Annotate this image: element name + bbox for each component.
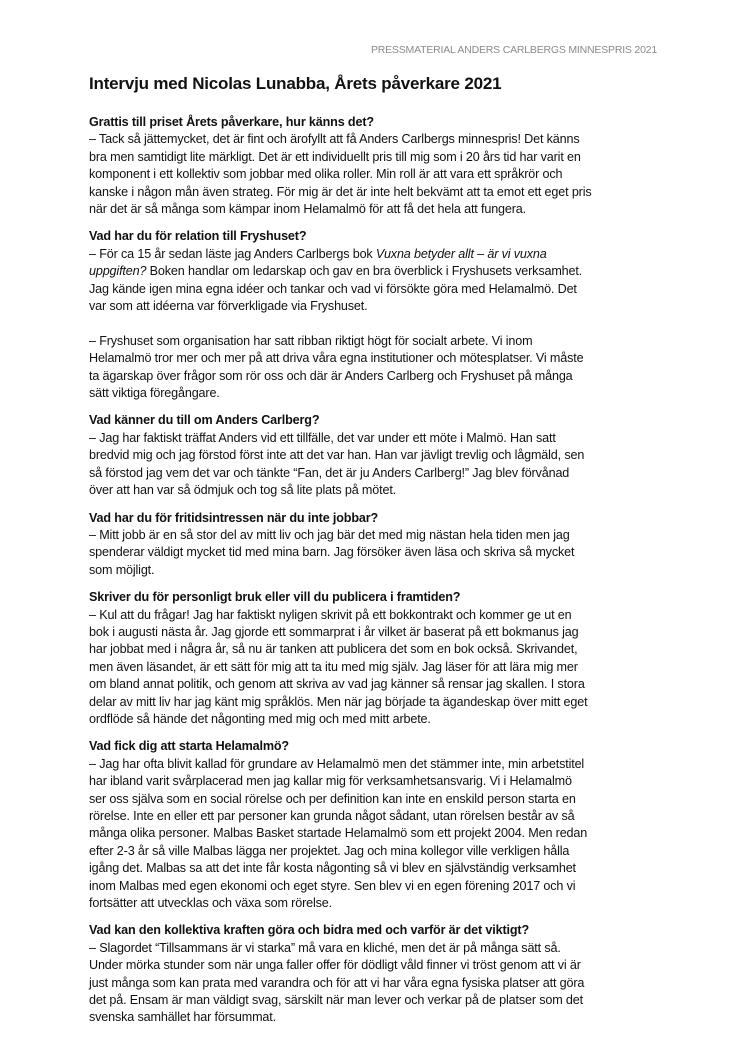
answer-paragraph [89,527,669,579]
question-heading: Vad känner du till om Anders Carlberg? [89,413,320,428]
book-title-italic: uppgiften? [89,264,147,279]
answer-line [89,957,669,974]
answer-text: när det är så många som kämpar inom Helamalmö för att få det hela att fungera. [89,202,527,217]
answer-text: som möjligt. [89,562,155,577]
interview-section [89,412,669,499]
interview-body [89,114,669,1037]
answer-line [89,246,669,263]
answer-text: igång det. Malbas sa att det inte får kosta någonting så vi blev en självständig verksamhet [89,861,576,876]
answer-line [89,843,669,860]
answer-line [89,624,669,641]
answer-text: – Jag har faktiskt träffat Anders vid ett tillfälle, det var under ett möte i Malmö. Han satt [89,430,556,445]
answer-line [89,808,669,825]
answer-line [89,562,669,579]
answer-text: – Mitt jobb är en så stor del av mitt liv och jag bär det med mig nästan hela tiden men jag [89,527,570,542]
answer-line [89,544,669,561]
answer-text: inom Malbas med egen ekonomi och eget styre. Sen blev vi en egen förening 2017 och vi [89,878,576,893]
answer-line [89,430,669,447]
answer-text: – Kul att du frågar! Jag har faktiskt nyligen skrivit på ett bokkontrakt och kommer ge ut en [89,607,572,622]
answer-text: ordflöde så hände det någonting med mig och med mitt arbete. [89,711,431,726]
answer-text: sätt viktiga föregångare. [89,386,220,401]
answer-text: efter 2-3 år så ville Malbas lägga ner projektet. Jag och mina kollegor ville verkligen hålla [89,843,570,858]
answer-line [89,368,669,385]
answer-text: bredvid mig och jag förstod först inte att det var han. Han var jävligt trevlig och lågmäld, sen [89,448,585,463]
answer-line [89,607,669,624]
answer-line [89,527,669,544]
answer-line [89,482,669,499]
answer-text: Under mörka stunder som när unga faller offer för dödligt våld finner vi tröst genom att vi är [89,958,581,973]
question-heading: Skriver du för personligt bruk eller vill du publicera i framtiden? [89,590,461,605]
answer-text: men även läsandet, är ett sätt för mig att ta itu med mig själv. Jag läser för att lära mig mer [89,659,578,674]
answer-line [89,791,669,808]
page-header: PRESSMATERIAL ANDERS CARLBERGS MINNESPRIS 2021 [370,44,657,56]
answer-line [89,447,669,464]
answer-text: har jobbat med i några år, så nu är tanken att publicera det som en bok också. Skrivandet, [89,642,578,657]
interview-section [89,114,669,218]
answer-line [89,895,669,912]
interview-section [89,738,669,912]
answer-text: så förstod jag vem det var och tänkte “Fan, det är ju Anders Carlberg!” Jag blev förvånad [89,465,570,480]
interview-section [89,589,669,728]
answer-line [89,860,669,877]
answer-text: många olika personer. Malbas Basket startade Helamalmö som ett projekt 2004. Men redan [89,826,588,841]
answer-text: komponent i ett kollektiv som jobbar med olika roller. Min roll är att vara ett språkrör och [89,167,563,182]
answer-line [89,333,669,350]
answer-paragraph [89,940,669,1027]
question-heading: Vad kan den kollektiva kraften göra och bidra med och varför är det viktigt? [89,923,530,938]
answer-line [89,281,669,298]
answer-line [89,659,669,676]
answer-line [89,711,669,728]
answer-line [89,825,669,842]
answer-text: delar av mitt liv har jag känt mig språklös. Men när jag började ta ägandeskap över mitt eget [89,694,588,709]
answer-line [89,940,669,957]
answer-text: ser oss själva som en social rörelse och per definition kan inte en enskild person starta en [89,791,576,806]
question-heading: Grattis till priset Årets påverkare, hur känns det? [89,115,374,129]
answer-paragraph [89,430,669,500]
answer-paragraph [89,333,669,403]
answer-text: om bland annat politik, och genom att skriva av vad jag känner så rensar jag skallen. I stora [89,677,585,692]
answer-text: kanske i någon mån även strateg. För mig är det är inte helt bekvämt att ta emot ett eget pris [89,184,592,199]
question-heading: Vad har du för relation till Fryshuset? [89,229,307,244]
answer-text: – Slagordet “Tillsammans är vi starka” må vara en kliché, men det är på många sätt så. [89,940,561,955]
answer-text: Boken handlar om ledarskap och gav en bra överblick i Fryshusets verksamhet. [146,264,583,279]
answer-line [89,756,669,773]
answer-paragraph [89,756,669,913]
answer-text: – Tack så jättemycket, det är fint och ärofyllt att få Anders Carlbergs minnespris! Det känns [89,132,580,147]
answer-line [89,149,669,166]
answer-line [89,166,669,183]
answer-paragraph [89,607,669,729]
interview-section [89,228,669,402]
answer-paragraph [89,131,669,218]
answer-line [89,641,669,658]
answer-line [89,350,669,367]
answer-line [89,773,669,790]
answer-text: fortsätter att utvecklas och växa som rörelse. [89,896,332,911]
answer-text: över att han var så ödmjuk och tog så lite plats på mötet. [89,483,397,498]
answer-line [89,131,669,148]
answer-line [89,1009,669,1026]
answer-text: var som att idéerna var förverkligade via Fryshuset. [89,299,368,314]
interview-section [89,510,669,580]
question-heading: Vad har du för fritidsintressen när du inte jobbar? [89,510,379,525]
answer-line [89,298,669,315]
answer-text: spenderar väldigt mycket tid med mina barn. Jag försöker även läsa och skriva så mycket [89,545,575,560]
answer-line [89,878,669,895]
answer-text: Helamalmö tror mer och mer på att driva våra egna institutioner och mötesplatser. Vi måste [89,351,584,366]
page-title: Intervju med Nicolas Lunabba, Årets påverkare 2021 [89,74,502,93]
answer-line [89,992,669,1009]
answer-line [89,385,669,402]
answer-text: – För ca 15 år sedan läste jag Anders Carlbergs bok [89,246,376,261]
answer-line [89,975,669,992]
answer-text: – Jag har ofta blivit kallad för grundare av Helamalmö men det stämmer inte, min arbetstitel [89,756,585,771]
answer-text: svenska samhället har försummat. [89,1010,276,1025]
question-heading: Vad fick dig att starta Helamalmö? [89,739,289,754]
answer-line [89,694,669,711]
interview-section [89,922,669,1026]
answer-text: bra men samtidigt lite märkligt. Det är ett individuellt pris till mig som i 20 års tid har varit en [89,149,581,164]
answer-text: just många som kan prata med varandra och för att vi har våra egna fysiska platser att göra [89,975,585,990]
answer-line [89,676,669,693]
answer-line [89,201,669,218]
answer-text: det på. Ensam är man väldigt svag, särskilt när man lever och verkar på de platser som det [89,993,583,1008]
answer-paragraph [89,246,669,316]
answer-line [89,184,669,201]
answer-line [89,263,669,280]
answer-line [89,465,669,482]
book-title-italic: Vuxna betyder allt – är vi vuxna [375,246,547,261]
answer-text: ta ägarskap över frågor som rör oss och där är Anders Carlberg och Fryshuset på många [89,368,573,383]
answer-text: har ibland varit svårplacerad men jag kallar mig för verksamhetsansvarig. Vi i Helamalmö [89,774,572,789]
answer-text: rörelse. Inte en eller ett par personer kan grunda något sådant, utan rörelsen består av så [89,809,575,824]
answer-text: – Fryshuset som organisation har satt ribban riktigt högt för socialt arbete. Vi inom [89,333,533,348]
answer-text: Jag kände igen mina egna idéer och tankar och vad vi försökte göra med Helamalmö. Det [89,281,577,296]
answer-text: bok i augusti nästa år. Jag gjorde ett sommarprat i år vilket är baserat på ett bokmanus jag [89,624,579,639]
